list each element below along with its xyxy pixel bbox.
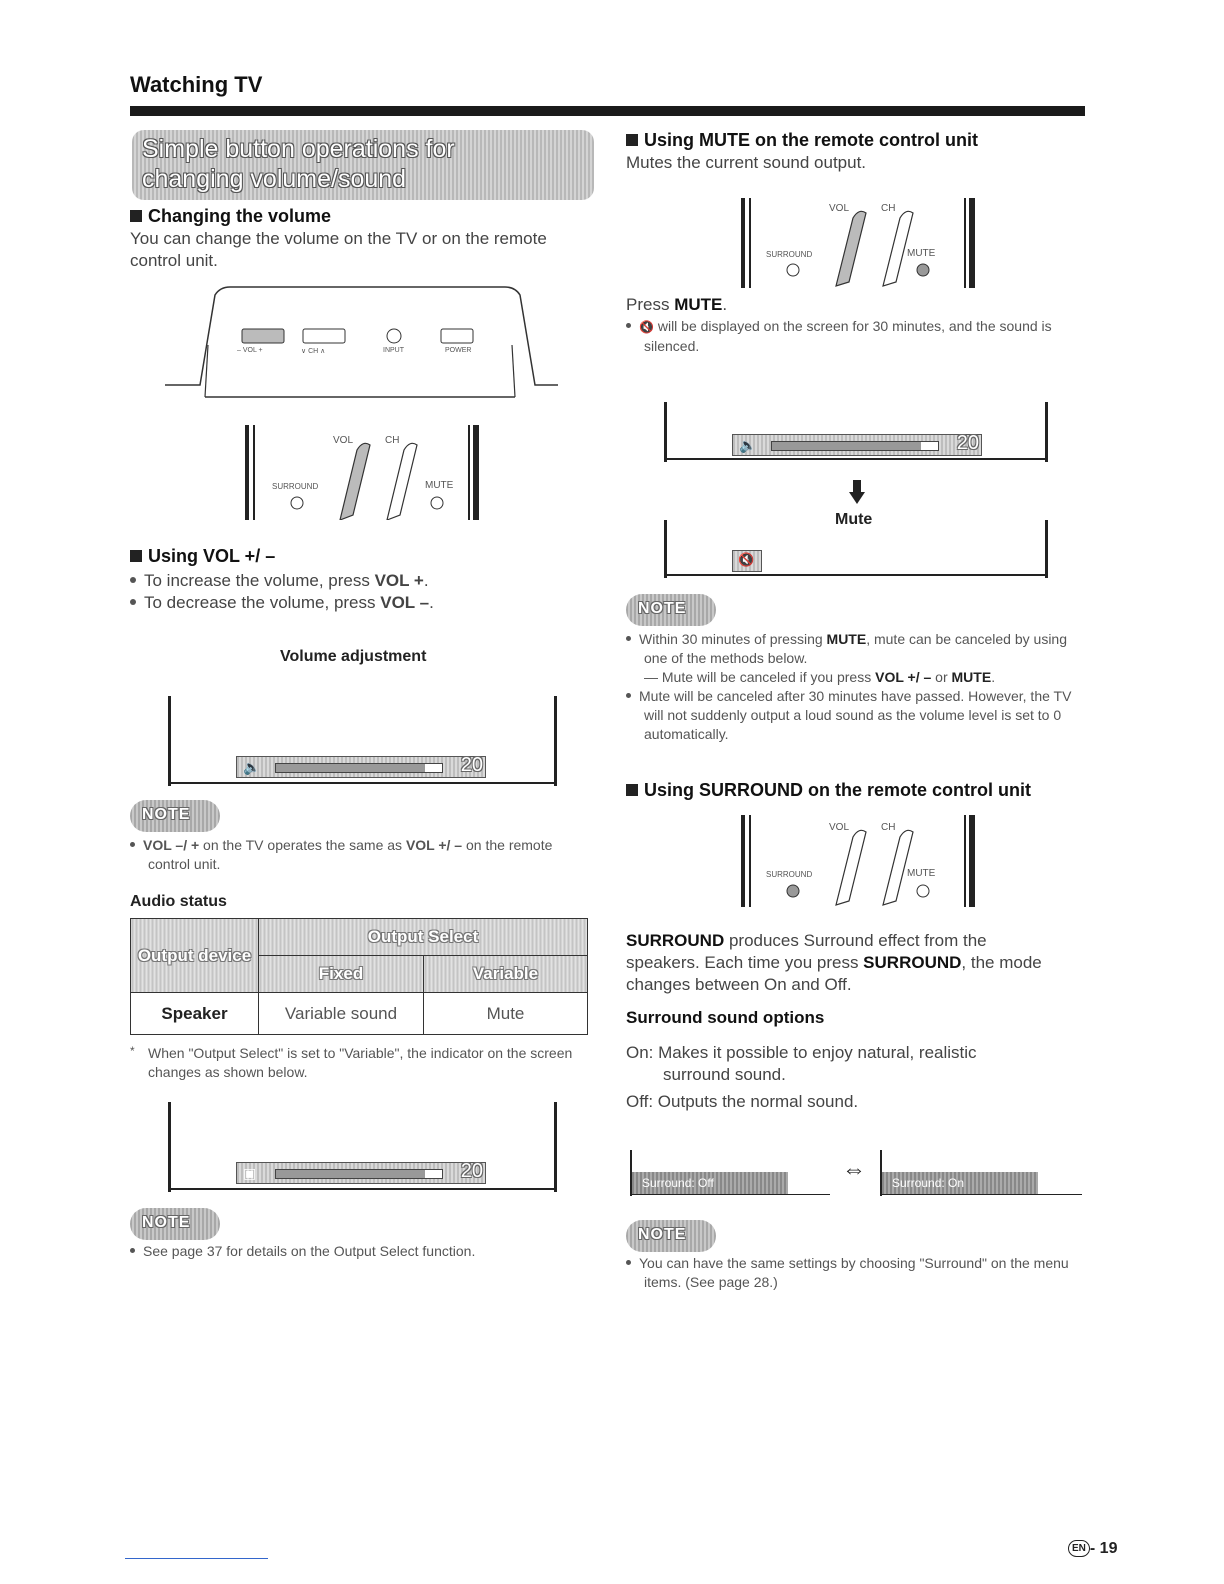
- mute-osd-bar: [732, 434, 982, 456]
- page-section-title: Watching TV: [130, 72, 263, 97]
- surround-heading: Using SURROUND on the remote control unit: [626, 780, 1031, 801]
- remote-illustration-surround: VOL CH SURROUND MUTE: [741, 815, 976, 907]
- note4-text: You can have the same settings by choosing "Surround" on the menu items. (See page 28.): [626, 1254, 1081, 1292]
- mute-caption: Mute: [835, 511, 873, 528]
- page-number: EN - 19: [1068, 1540, 1117, 1558]
- mute-screen-after: [664, 520, 1049, 578]
- surround-on-option: On: Makes it possible to enjoy natural, realistic surround sound.: [626, 1043, 977, 1084]
- note-badge: NOTE: [626, 594, 716, 626]
- using-vol-heading: Using VOL +/ –: [130, 546, 275, 567]
- col-output-select: Output Select: [259, 919, 588, 956]
- surround-options-heading: Surround sound options: [626, 1008, 825, 1027]
- panel-label-ch: ∨ CH ∧: [301, 348, 326, 355]
- variable-output-icon: ▣: [243, 1165, 257, 1181]
- note-badge: NOTE: [130, 800, 220, 832]
- muted-speaker-icon: 🔇: [732, 550, 762, 572]
- note3-text: Within 30 minutes of pressing MUTE, mute can be canceled by using one of the methods below. — Mute will be canceled if you press VOL +/ – or MUTE. Mute will be canceled after 30 minutes have passed. However, the TV will not suddenly output a loud sound as the volume level is set to 0 automatically.: [626, 630, 1081, 744]
- mute-volume-value: 20: [956, 432, 979, 454]
- col-fixed: Fixed: [259, 956, 424, 993]
- changing-volume-heading: Changing the volume: [130, 206, 331, 227]
- surround-on-box: Surround: On: [882, 1172, 1038, 1194]
- panel-label-power: POWER: [445, 347, 472, 354]
- banner-line-2: changing volume/sound: [142, 165, 407, 193]
- using-vol-bullet-2: To decrease the volume, press VOL –.: [130, 592, 434, 614]
- square-bullet-icon: [626, 134, 638, 146]
- volume-value: 20: [460, 754, 483, 776]
- square-bullet-icon: [130, 550, 142, 562]
- volume-osd-bar: [236, 756, 486, 778]
- surround-toggle-illustration: [630, 1150, 1082, 1196]
- row-speaker-fixed: Variable sound: [259, 993, 424, 1035]
- changing-volume-body: You can change the volume on the TV or on the remote control unit.: [130, 229, 547, 270]
- note-badge: NOTE: [130, 1208, 220, 1240]
- header-rule: [130, 106, 1085, 116]
- banner-line-1: Simple button operations for: [142, 135, 455, 163]
- square-bullet-icon: [626, 784, 638, 796]
- panel-label-vol: – VOL +: [237, 347, 263, 354]
- volume-screen: [168, 696, 558, 786]
- note-badge: NOTE: [626, 1220, 716, 1252]
- power-button-icon: [441, 329, 473, 343]
- section-banner: [132, 130, 594, 200]
- language-badge: EN: [1068, 1540, 1090, 1557]
- mute-screen-before: [664, 402, 1049, 462]
- input-button-icon: [387, 329, 401, 343]
- variable-value: 20: [460, 1160, 483, 1182]
- surround-off-option: Off: Outputs the normal sound.: [626, 1092, 859, 1111]
- mute-body: Mutes the current sound output.: [626, 153, 867, 172]
- ch-button-icon: [303, 329, 345, 343]
- surround-body: SURROUND produces Surround effect from the speakers. Each time you press SURROUND, the mode changes between On and Off.: [626, 931, 1042, 994]
- note2-text: See page 37 for details on the Output Select function.: [130, 1242, 580, 1261]
- speaker-icon: 🔈: [739, 437, 757, 453]
- mute-icon: 🔇: [639, 320, 654, 334]
- row-speaker-variable: Mute: [424, 993, 588, 1035]
- audio-footnote: * When "Output Select" is set to "Variable", the indicator on the screen changes as shown below.: [130, 1044, 573, 1080]
- variable-screen: [168, 1102, 558, 1192]
- audio-status-title: Audio status: [130, 893, 227, 910]
- audio-status-table: [130, 918, 588, 1035]
- remote-illustration-mute: VOL CH SURROUND MUTE: [741, 198, 976, 288]
- remote-illustration-vol: VOL CH SURROUND MUTE: [245, 425, 480, 520]
- using-vol-bullet-1: To increase the volume, press VOL +.: [130, 570, 429, 592]
- volume-adjustment-title: Volume adjustment: [280, 648, 427, 665]
- col-output-device: Output device: [131, 919, 259, 993]
- tv-control-panel-illustration: [160, 285, 560, 405]
- row-speaker-label: Speaker: [131, 993, 259, 1035]
- mute-heading: Using MUTE on the remote control unit: [626, 130, 978, 151]
- vol-button-icon: [242, 329, 284, 343]
- square-bullet-icon: [130, 210, 142, 222]
- surround-off-box: Surround: Off: [632, 1172, 788, 1194]
- press-mute: Press MUTE.: [626, 295, 728, 314]
- footer-rule: [125, 1558, 268, 1559]
- mute-bullet: 🔇 will be displayed on the screen for 30 minutes, and the sound is silenced.: [626, 317, 1078, 356]
- panel-label-input: INPUT: [383, 347, 404, 354]
- variable-osd-bar: [236, 1162, 486, 1184]
- col-variable: Variable: [424, 956, 588, 993]
- arrow-down-icon: [849, 480, 865, 504]
- note1-text: VOL –/ + on the TV operates the same as VOL +/ – on the remote control unit.: [130, 836, 580, 874]
- speaker-icon: 🔈: [243, 759, 261, 775]
- toggle-arrows-icon: ⇔: [842, 1156, 866, 1183]
